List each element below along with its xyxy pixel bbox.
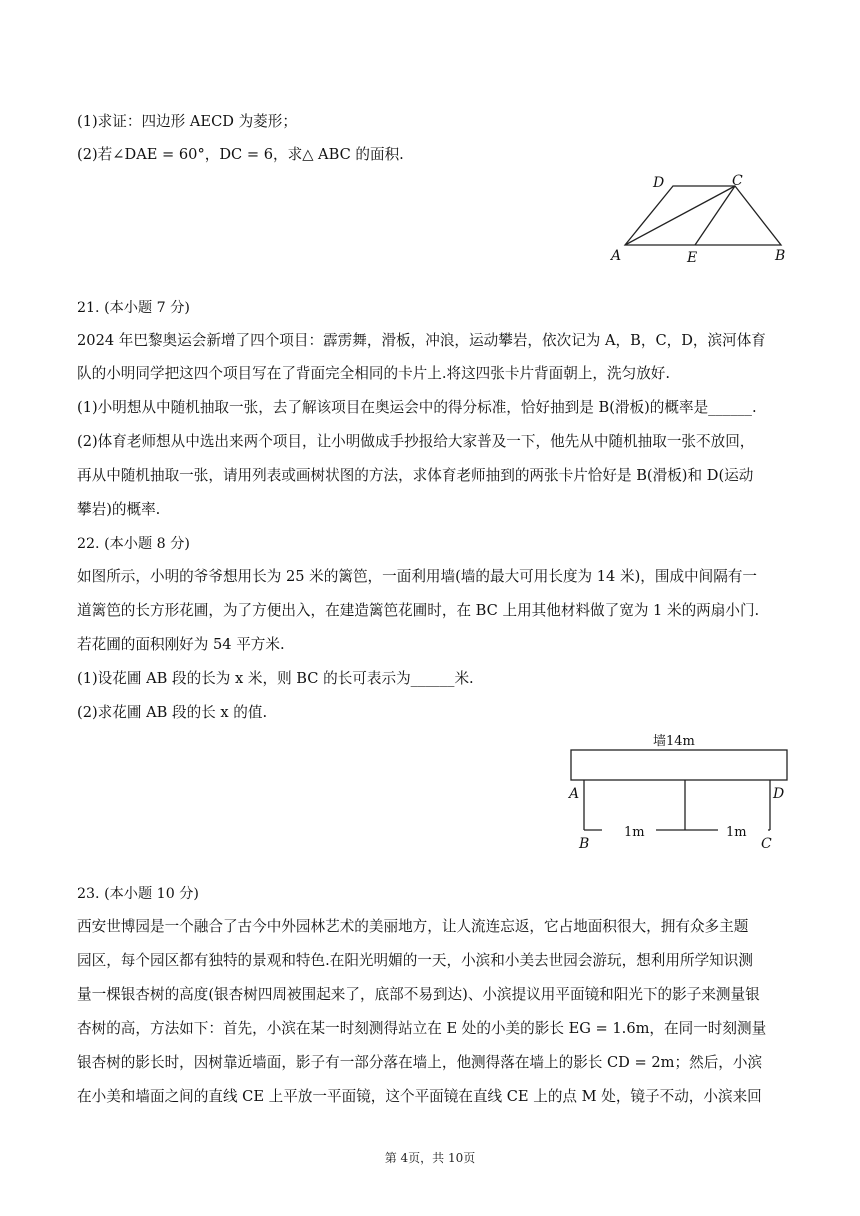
q21-line-4: (2)体育老师想从中选出来两个项目，让小明做成手抄报给大家普及一下，他先从中随机抽取一张不放回，	[77, 433, 755, 450]
label-D: D	[653, 175, 665, 191]
label-B: B	[579, 836, 590, 852]
q23-line-2: 园区，每个园区都有独特的景观和特色.在阳光明媚的一天，小滨和小美去世园会游玩，想利用所学知识测	[77, 952, 753, 969]
q21-heading: 21. (本小题 7 分)	[77, 300, 190, 316]
wall-label: 墙14m	[653, 734, 695, 749]
garden-figure	[560, 730, 820, 855]
q22-line-1: 如图所示，小明的爷爷想用长为 25 米的篱笆，一面利用墙(墙的最大可用长度为 14 米)，围成中间隔有一	[77, 568, 758, 585]
q20-part2: (2)若∠DAE = 60°，DC = 6，求△ ABC 的面积.	[77, 146, 404, 163]
q23-line-6: 在小美和墙面之间的直线 CE 上平放一平面镜，这个平面镜在直线 CE 上的点 M 处，镜子不动，小滨来回	[77, 1088, 762, 1105]
q21-line-6: 攀岩)的概率.	[77, 501, 161, 518]
door-label-1: 1m	[624, 825, 645, 840]
q21-line-5: 再从中随机抽取一张，请用列表或画树状图的方法，求体育老师抽到的两张卡片恰好是 B(滑板)和 D(运动	[77, 467, 754, 484]
door-label-2: 1m	[726, 825, 747, 840]
q23-line-4: 杏树的高，方法如下：首先，小滨在某一时刻测得站立在 E 处的小美的影长 EG = 1.6m，在同一时刻测量	[77, 1020, 767, 1037]
q23-line-5: 银杏树的影长时，因树靠近墙面，影子有一部分落在墙上，他测得落在墙上的影长 CD = 2m；然后，小滨	[77, 1054, 763, 1071]
label-E: E	[687, 250, 698, 266]
q22-heading: 22. (本小题 8 分)	[77, 536, 190, 552]
label-D: D	[773, 786, 785, 802]
page-footer: 第 4页，共 10页	[384, 1151, 476, 1165]
label-A: A	[611, 248, 622, 264]
rhombus-figure	[605, 172, 805, 272]
q23-heading: 23. (本小题 10 分)	[77, 886, 199, 902]
q22-line-3: 若花圃的面积刚好为 54 平方米.	[77, 636, 285, 653]
q23-line-3: 量一棵银杏树的高度(银杏树四周被围起来了，底部不易到达)、小滨提议用平面镜和阳光下的影子来测量银	[77, 986, 760, 1003]
q21-line-3: (1)小明想从中随机抽取一张，去了解该项目在奥运会中的得分标准，恰好抽到是 B(滑板)的概率是______.	[77, 399, 757, 416]
label-B: B	[775, 248, 786, 264]
q22-line-2: 道篱笆的长方形花圃，为了方便出入，在建造篱笆花圃时，在 BC 上用其他材料做了宽为 1 米的两扇小门.	[77, 602, 760, 619]
q21-line-2: 队的小明同学把这四个项目写在了背面完全相同的卡片上.将这四张卡片背面朝上，洗匀放好.	[77, 365, 671, 382]
label-A: A	[569, 786, 580, 802]
label-C: C	[732, 173, 743, 189]
label-C: C	[761, 836, 772, 852]
q23-line-1: 西安世博园是一个融合了古今中外园林艺术的美丽地方，让人流连忘返，它占地面积很大，拥有众多主题	[77, 918, 749, 935]
q22-line-4: (1)设花圃 AB 段的长为 x 米，则 BC 的长可表示为______米.	[77, 670, 474, 687]
q21-line-1: 2024 年巴黎奥运会新增了四个项目：霹雳舞，滑板，冲浪，运动攀岩，依次记为 A，B，C，D，滨河体育	[77, 332, 766, 349]
q20-part1: (1)求证：四边形 AECD 为菱形；	[77, 113, 297, 130]
q22-line-5: (2)求花圃 AB 段的长 x 的值.	[77, 704, 268, 721]
